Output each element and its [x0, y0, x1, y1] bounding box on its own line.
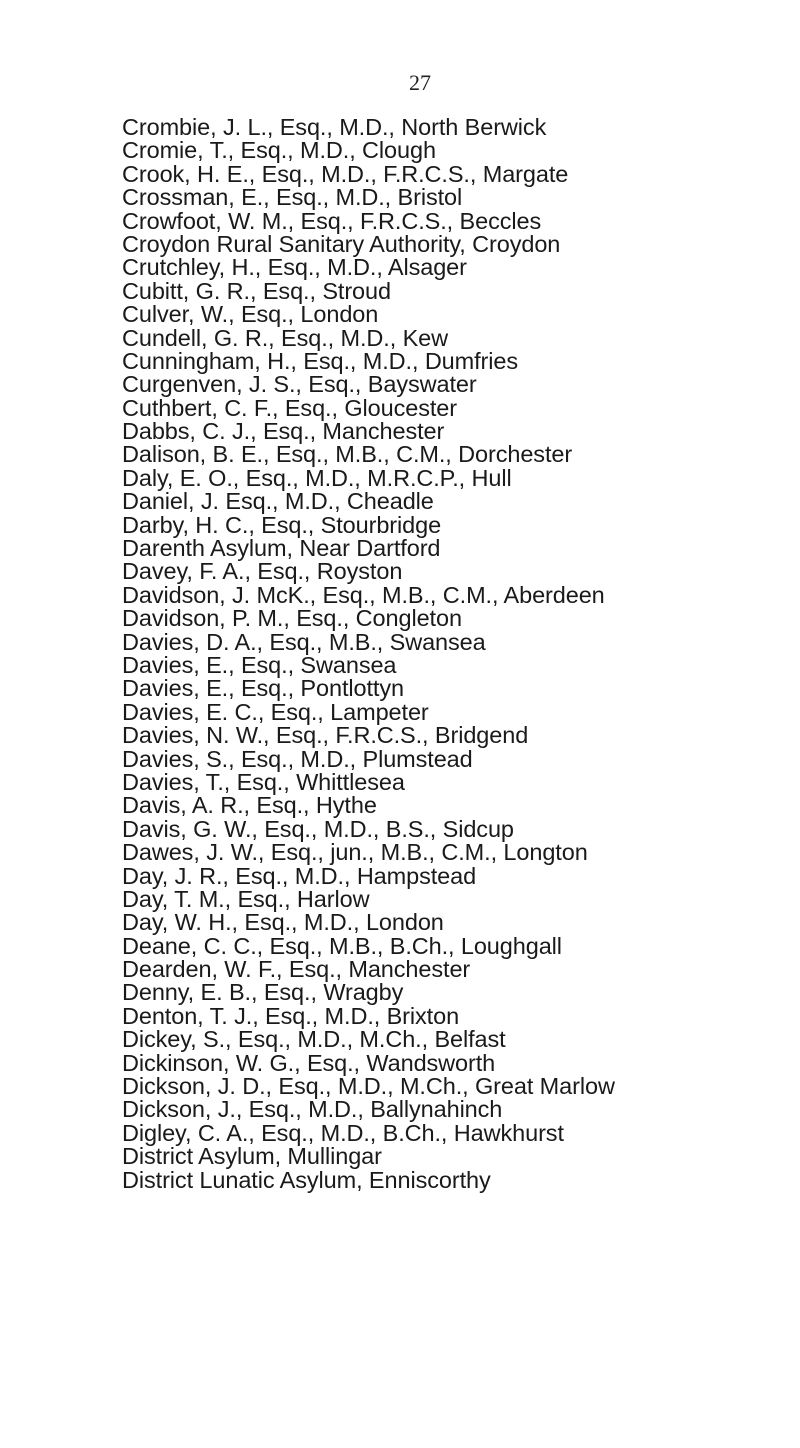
list-item: Culver, W., Esq., London: [122, 301, 379, 328]
list-item: Davidson, P. M., Esq., Congleton: [122, 605, 462, 632]
list-item: Cromie, T., Esq., M.D., Clough: [122, 137, 436, 164]
list-item: Crook, H. E., Esq., M.D., F.R.C.S., Margate: [122, 160, 569, 187]
list-item: Crombie, J. L., Esq., M.D., North Berwick: [122, 114, 547, 140]
list-item: District Asylum, Mullingar: [122, 1143, 382, 1170]
list-item: Dickson, J., Esq., M.D., Ballynahinch: [122, 1096, 503, 1123]
list-item: Darby, H. C., Esq., Stourbridge: [122, 511, 442, 538]
list-item: Crowfoot, W. M., Esq., F.R.C.S., Beccles: [122, 207, 542, 234]
list-item: Day, W. H., Esq., M.D., London: [122, 909, 444, 936]
list-item: Day, T. M., Esq., Harlow: [122, 885, 370, 912]
list-item: Davies, E., Esq., Swansea: [122, 651, 397, 678]
list-item: Dawes, J. W., Esq., jun., M.B., C.M., Longton: [122, 839, 588, 866]
list-item: Davies, N. W., Esq., F.R.C.S., Bridgend: [122, 722, 529, 749]
list-item: Davidson, J. McK., Esq., M.B., C.M., Aberdeen: [122, 581, 605, 608]
list-item: Dickinson, W. G., Esq., Wandsworth: [122, 1049, 496, 1076]
list-item: Davies, E. C., Esq., Lampeter: [122, 698, 429, 725]
list-item: Dickson, J. D., Esq., M.D., M.Ch., Great Marlow: [122, 1073, 615, 1100]
list-item: Dickey, S., Esq., M.D., M.Ch., Belfast: [122, 1026, 506, 1053]
list-item: Dalison, B. E., Esq., M.B., C.M., Dorchester: [122, 441, 573, 468]
list-item: Crossman, E., Esq., M.D., Bristol: [122, 184, 463, 211]
list-item: Davies, E., Esq., Pontlottyn: [122, 675, 404, 702]
list-item: Cubitt, G. R., Esq., Stroud: [122, 277, 391, 304]
list-item: Crutchley, H., Esq., M.D., Alsager: [122, 254, 467, 281]
list-item: Davies, T., Esq., Whittlesea: [122, 768, 405, 795]
list-item: Day, J. R., Esq., M.D., Hampstead: [122, 862, 477, 889]
list-item: Cuthbert, C. F., Esq., Gloucester: [122, 394, 457, 421]
list-item: District Lunatic Asylum, Enniscorthy: [122, 1166, 491, 1193]
list-item: Denton, T. J., Esq., M.D., Brixton: [122, 1002, 460, 1029]
list-item: Croydon Rural Sanitary Authority, Croydon: [122, 230, 561, 257]
list-item: Davies, D. A., Esq., M.B., Swansea: [122, 628, 486, 655]
page-number: 27: [409, 70, 431, 95]
list-item: Davies, S., Esq., M.D., Plumstead: [122, 745, 473, 772]
list-item: Davey, F. A., Esq., Royston: [122, 558, 403, 585]
list-item: Davis, A. R., Esq., Hythe: [122, 792, 377, 819]
list-item: Daly, E. O., Esq., M.D., M.R.C.P., Hull: [122, 464, 512, 491]
list-item: Daniel, J. Esq., M.D., Cheadle: [122, 488, 434, 515]
list-item: Curgenven, J. S., Esq., Bayswater: [122, 371, 477, 398]
list-item: Denny, E. B., Esq., Wragby: [122, 979, 404, 1006]
list-item: Dabbs, C. J., Esq., Manchester: [122, 418, 445, 445]
list-item: Dearden, W. F., Esq., Manchester: [122, 956, 471, 983]
list-item: Darenth Asylum, Near Dartford: [122, 535, 441, 562]
list-item: Cunningham, H., Esq., M.D., Dumfries: [122, 347, 519, 374]
list-item: Deane, C. C., Esq., M.B., B.Ch., Loughgall: [122, 932, 562, 959]
list-item: Cundell, G. R., Esq., M.D., Kew: [122, 324, 449, 351]
list-item: Davis, G. W., Esq., M.D., B.S., Sidcup: [122, 815, 514, 842]
subscriber-list: [122, 116, 782, 1192]
list-item: Digley, C. A., Esq., M.D., B.Ch., Hawkhurst: [122, 1119, 564, 1146]
